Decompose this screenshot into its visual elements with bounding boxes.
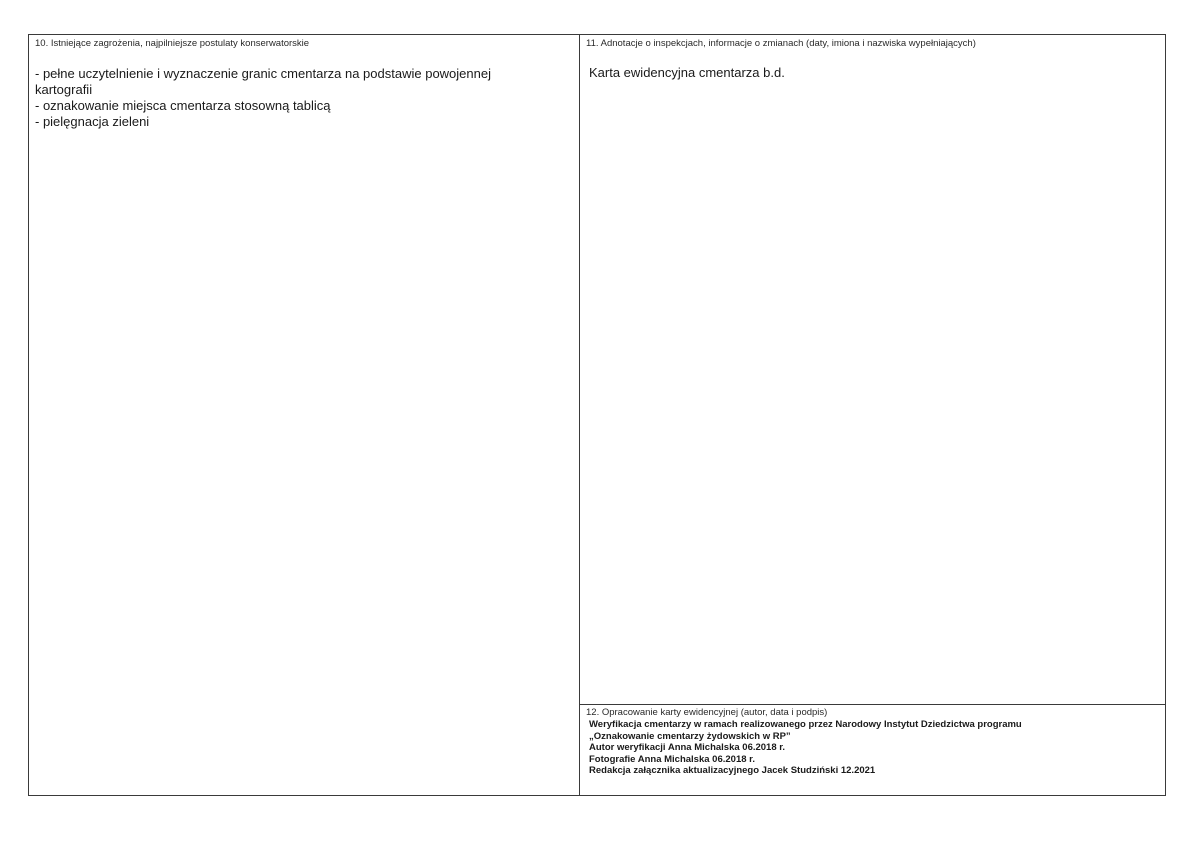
section-11-header: 11. Adnotacje o inspekcjach, informacje o zmianach (daty, imiona i nazwiska wypełniających) — [586, 38, 976, 49]
section-12-line: Fotografie Anna Michalska 06.2018 r. — [589, 753, 755, 765]
section-10-line: kartografii — [35, 82, 93, 97]
section-12-header: 12. Opracowanie karty ewidencyjnej (autor, data i podpis) — [586, 707, 828, 718]
section-12-line: „Oznakowanie cmentarzy żydowskich w RP” — [589, 730, 791, 742]
section-10-line: - oznakowanie miejsca cmentarza stosowną tablicą — [35, 98, 331, 113]
right-column — [580, 35, 1165, 795]
section-11-content: Karta ewidencyjna cmentarza b.d. — [589, 65, 785, 80]
section-12-line: Autor weryfikacji Anna Michalska 06.2018 r. — [589, 742, 786, 753]
section-10-content — [29, 50, 579, 130]
section-10-line: - pełne uczytelnienie i wyznaczenie granic cmentarza na podstawie powojennej — [35, 66, 491, 81]
section-10-threats — [29, 35, 580, 795]
section-11-inspections — [580, 35, 1165, 704]
section-12-line: Weryfikacja cmentarzy w ramach realizowanego przez Narodowy Instytut Dziedzictwa programu — [589, 719, 1022, 730]
section-10-line: - pielęgnacja zieleni — [35, 114, 150, 129]
section-12-authorship — [580, 704, 1165, 797]
section-12-line: Redakcja załącznika aktualizacyjnego Jacek Studziński 12.2021 — [589, 765, 876, 776]
form-frame — [28, 34, 1166, 796]
section-12-content — [580, 719, 1165, 777]
section-10-header: 10. Istniejące zagrożenia, najpilniejsze postulaty konserwatorskie — [35, 38, 310, 49]
